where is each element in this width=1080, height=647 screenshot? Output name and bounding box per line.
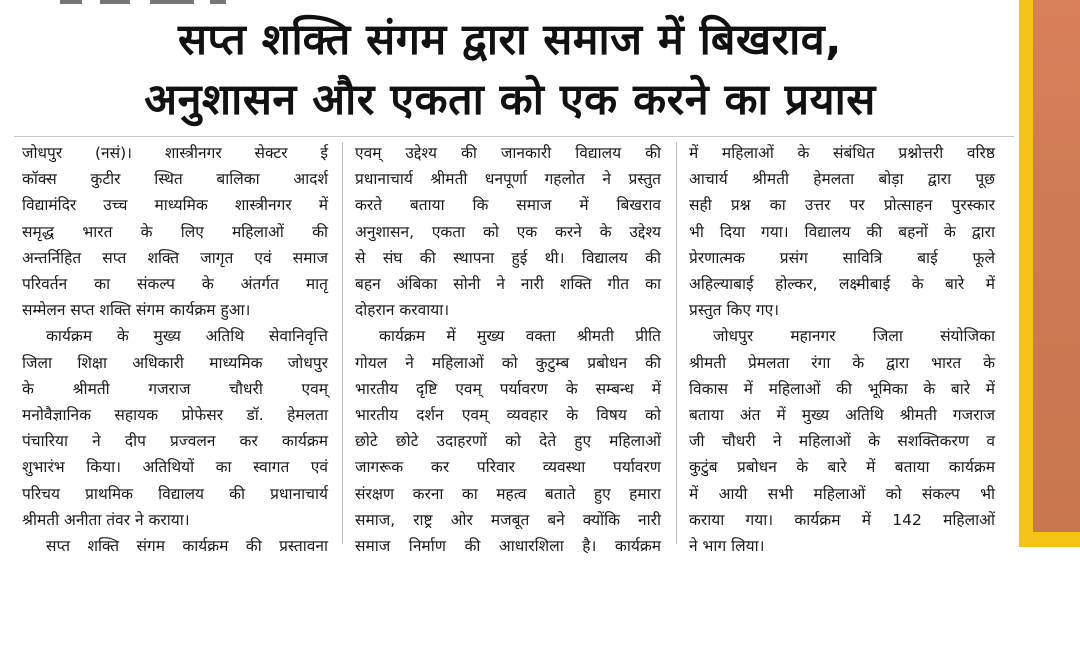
column-line: सही प्रश्न का उत्तर पर प्रोत्साहन पुरस्कार xyxy=(689,196,995,215)
column-line: प्रेरणात्मक प्रसंग सावित्रि बाई फूले xyxy=(689,248,995,267)
column-line: प्रधानाचार्य श्रीमती धनपूर्णा गहलोत ने प्रस्तुत xyxy=(355,170,661,189)
column-line: प्रस्तुत किए गए। xyxy=(689,301,780,320)
adjacent-photo-edge xyxy=(1033,0,1080,532)
column-line: मनोवैज्ञानिक सहायक प्रोफेसर डॉ. हेमलता xyxy=(22,406,328,425)
column-line: कॉक्स कुटीर स्थित बालिका आदर्श xyxy=(22,170,328,189)
column-line: समाज, राष्ट्र ओर मजबूत बने क्योंकि नारी xyxy=(355,510,661,529)
column-line: करते बताया कि समाज में बिखराव xyxy=(355,196,661,215)
column-line: अहिल्याबाई होल्कर, लक्ष्मीबाई के बारे में xyxy=(689,275,995,294)
clipped-text-fragment xyxy=(60,0,240,6)
column-line: श्रीमती अनीता तंवर ने कराया। xyxy=(22,510,190,529)
column-line: जिला शिक्षा अधिकारी माध्यमिक जोधपुर xyxy=(22,353,328,372)
column-line: एवम् उद्देश्य की जानकारी विद्यालय की xyxy=(355,144,661,162)
headline-line-1: सप्त शक्ति संगम द्वारा समाज में बिखराव, xyxy=(177,15,843,65)
column-line: अनुशासन, एकता को एक करने के उद्देश्य xyxy=(355,222,661,241)
headline xyxy=(10,10,1010,130)
column-line: बहन अंबिका सोनी ने नारी शक्ति गीत का xyxy=(355,275,661,294)
article-column-2 xyxy=(355,140,661,559)
column-line: शुभारंभ किया। अतिथियों का स्वागत एवं xyxy=(22,458,328,477)
column-line: कार्यक्रम के मुख्य अतिथि सेवानिवृत्ति xyxy=(46,327,328,346)
column-line: परिवर्तन का संकल्प के अंतर्गत मातृ xyxy=(22,275,328,294)
headline-line-2: अनुशासन और एकता को एक करने का प्रयास xyxy=(144,75,876,125)
column-line: जोधपुर (नसं)। शास्त्रीनगर सेक्टर ई xyxy=(22,144,328,162)
article-column-1 xyxy=(22,140,328,559)
column-line: संरक्षण करना का महत्व बताते हुए हमारा xyxy=(355,484,661,503)
column-line: सम्मेलन सप्त शक्ति संगम कार्यक्रम हुआ। xyxy=(22,301,251,320)
column-line: कुटुंब प्रबोधन के बारे में बताया कार्यक्रम xyxy=(689,458,995,477)
column-line: में महिलाओं के संबंधित प्रश्नोत्तरी वरिष्ठ xyxy=(689,144,995,162)
column-line: जोधपुर महानगर जिला संयोजिका xyxy=(713,327,995,346)
column-line: परिचय प्राथमिक विद्यालय की प्रधानाचार्य xyxy=(22,484,328,503)
column-line: दोहरान करवाया। xyxy=(355,301,450,320)
column-line: कराया गया। कार्यक्रम में 142 महिलाओं xyxy=(689,510,995,529)
column-line: छोटे छोटे उदाहरणों को देते हुए महिलाओं xyxy=(355,432,661,451)
column-line: कार्यक्रम में मुख्य वक्ता श्रीमती प्रीति xyxy=(379,327,661,346)
column-line: विद्यामंदिर उच्च माध्यमिक शास्त्रीनगर में xyxy=(22,196,328,215)
column-line: गोयल ने महिलाओं को कुटुम्ब प्रबोधन की xyxy=(355,353,661,372)
column-line: बताया अंत में मुख्य अतिथि श्रीमती गजराज xyxy=(689,406,995,425)
article-column-3 xyxy=(689,140,995,559)
column-line: आचार्य श्रीमती हेमलता बोड़ा द्वारा पूछ xyxy=(689,170,995,189)
column-line: पंचारिया ने दीप प्रज्वलन कर कार्यक्रम xyxy=(22,432,328,451)
column-line: से संघ की स्थापना हुई थी। विद्यालय की xyxy=(355,248,661,267)
column-line: समाज निर्माण की आधारशिला है। कार्यक्रम xyxy=(355,537,661,556)
column-line: जागरूक कर परिवार व्यवस्था पर्यावरण xyxy=(355,458,661,477)
column-line: के श्रीमती गजराज चौधरी एवम् xyxy=(22,379,328,398)
column-line: विकास में महिलाओं की भूमिका के बारे में xyxy=(689,379,995,398)
column-line: ने भाग लिया। xyxy=(689,537,765,556)
column-line: जी चौधरी ने महिलाओं के सशक्तिकरण व xyxy=(689,432,995,451)
column-divider xyxy=(676,142,677,544)
column-line: अन्तर्निहित सप्त शक्ति जागृत एवं समाज xyxy=(22,248,328,267)
column-line: सप्त शक्ति संगम कार्यक्रम की प्रस्तावना xyxy=(46,537,328,556)
column-divider xyxy=(342,142,343,544)
column-line: भारतीय दृष्टि एवम् पर्यावरण के सम्बन्ध में xyxy=(355,379,661,398)
column-line: श्रीमती प्रेमलता रंगा के द्वारा भारत के xyxy=(689,353,995,372)
column-line: में आयी सभी महिलाओं को संकल्प भी xyxy=(689,484,995,503)
column-line: समृद्ध भारत के लिए महिलाओं की xyxy=(22,222,328,241)
column-line: भी दिया गया। विद्यालय की बहनों के द्वारा xyxy=(689,222,995,241)
headline-divider xyxy=(14,136,1014,137)
column-line: भारतीय दर्शन एवम् व्यवहार के विषय को xyxy=(355,406,661,425)
